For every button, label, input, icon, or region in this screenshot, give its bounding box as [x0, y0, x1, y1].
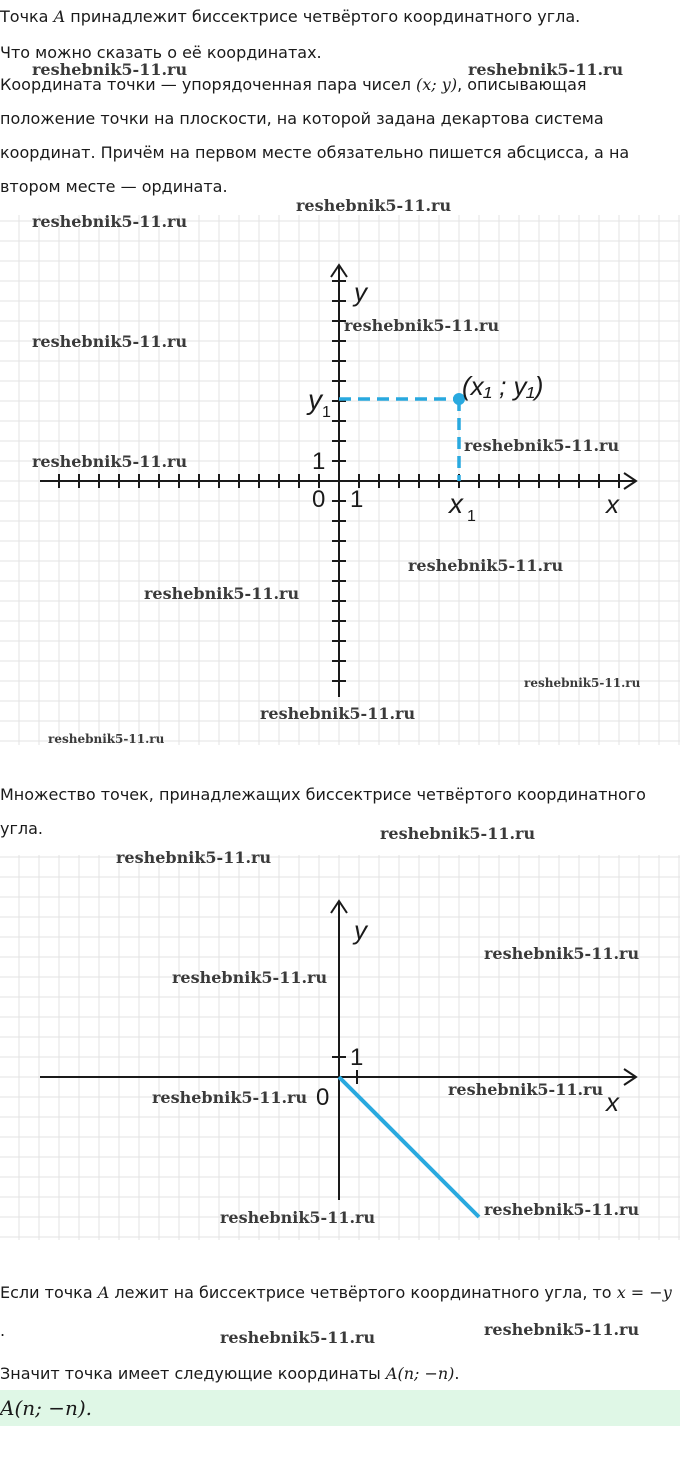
watermark: reshebnik5-11.ru: [448, 1080, 604, 1099]
watermark: reshebnik5-11.ru: [32, 60, 188, 79]
watermark: reshebnik5-11.ru: [408, 556, 564, 575]
unit-x-label: 1: [350, 486, 364, 513]
result-text: .: [454, 1364, 460, 1383]
watermark: reshebnik5-11.ru: [468, 60, 624, 79]
math-equation: x = −y: [616, 1283, 672, 1302]
watermark: reshebnik5-11.ru: [152, 1088, 308, 1107]
watermark: reshebnik5-11.ru: [32, 212, 188, 231]
explanation-text: , описывающая положение точки на плоскости, на которой задана декартова система координат. Причём на первом месте обязательно пишется абсцисса, а на втором месте — ордината.: [0, 75, 630, 196]
watermark: reshebnik5-11.ru: [220, 1328, 376, 1347]
watermark: reshebnik5-11.ru: [484, 944, 640, 963]
set-of-points-paragraph: Множество точек, принадлежащих биссектрисе четвёртого координатного угла.: [0, 785, 646, 838]
conclusion-text: лежит на биссектрисе четвёртого координатного угла, то: [109, 1283, 617, 1302]
watermark: reshebnik5-11.ru: [32, 332, 188, 351]
question-text: принадлежит биссектрисе четвёртого координатного угла.: [65, 7, 581, 26]
x-axis-label: x: [606, 1087, 619, 1117]
math-var-a: A: [97, 1283, 110, 1302]
conclusion-period: .: [0, 1321, 6, 1340]
explanation-text: Координата точки — упорядоченная пара чисел: [0, 75, 417, 94]
math-coordinates: A(n; −n): [385, 1364, 455, 1383]
answer-box: A(n; −n).: [0, 1390, 680, 1426]
x1-subscript: 1: [467, 508, 476, 525]
watermark: reshebnik5-11.ru: [32, 452, 188, 471]
result-paragraph: [0, 1357, 680, 1391]
question-text: Точка: [0, 7, 54, 26]
watermark: reshebnik5-11.ru: [484, 1320, 640, 1339]
watermark: reshebnik5-11.ru: [48, 732, 165, 746]
math-var-a: A: [53, 7, 66, 26]
watermark: reshebnik5-11.ru: [524, 676, 641, 690]
question-line-2: Что можно сказать о её координатах.: [0, 43, 322, 62]
origin-label: 0: [316, 1084, 330, 1111]
watermark: reshebnik5-11.ru: [116, 848, 272, 867]
axes: [40, 265, 636, 697]
watermark: reshebnik5-11.ru: [220, 1208, 376, 1227]
coordinate-graph-1: [0, 215, 680, 745]
watermark: reshebnik5-11.ru: [464, 436, 620, 455]
y-axis-label: y: [354, 915, 367, 945]
watermark: reshebnik5-11.ru: [260, 704, 416, 723]
origin-label: 0: [312, 486, 326, 513]
math-pair-xy: (x; y): [416, 75, 458, 94]
watermark: reshebnik5-11.ru: [344, 316, 500, 335]
unit-y-label: 1: [312, 448, 326, 475]
explanation-paragraph: [0, 68, 680, 204]
conclusion-paragraph: [0, 1276, 680, 1310]
unit-label: 1: [350, 1044, 364, 1071]
watermark: reshebnik5-11.ru: [296, 196, 452, 215]
conclusion-text: Если точка: [0, 1283, 98, 1302]
result-text: Значит точка имеет следующие координаты: [0, 1364, 386, 1383]
question-line-1: [0, 0, 680, 34]
y-axis-label: y: [354, 277, 367, 307]
watermark: reshebnik5-11.ru: [144, 584, 300, 603]
point-label: (x₁ ; y₁): [462, 371, 544, 401]
x1-label: x: [449, 488, 463, 519]
watermark: reshebnik5-11.ru: [484, 1200, 640, 1219]
coordinate-graph-2: [0, 855, 680, 1240]
y1-label: y: [308, 384, 322, 415]
watermark: reshebnik5-11.ru: [172, 968, 328, 987]
x-axis-label: x: [606, 489, 619, 519]
watermark: reshebnik5-11.ru: [380, 824, 536, 843]
y1-subscript: 1: [322, 404, 331, 421]
